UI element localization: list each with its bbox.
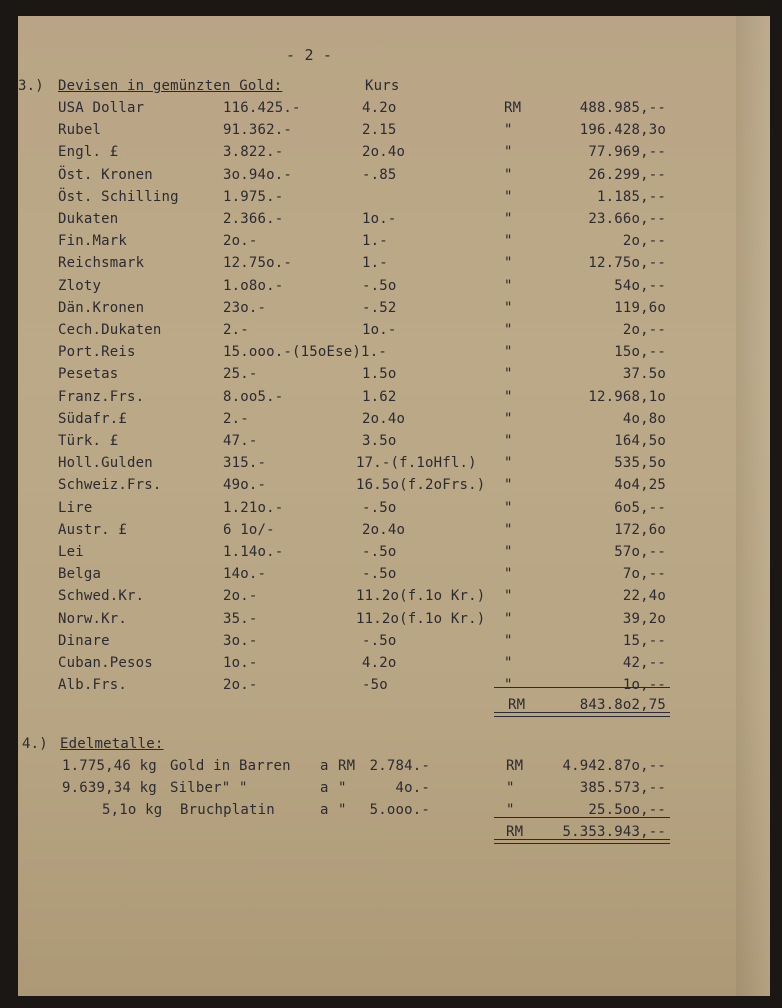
section4-total-amount: 5.353.943,--	[562, 824, 666, 840]
exchange-rate: 2o.4o	[362, 411, 406, 427]
section3-total-currency: RM	[508, 697, 526, 713]
exchange-rate: 1.-	[362, 255, 388, 271]
amount-value: 12.75o,--	[588, 255, 666, 271]
amount-value: 535,5o	[614, 455, 666, 471]
amount-value: 1.185,--	[596, 189, 666, 205]
section3-total-amount: 843.8o2,75	[579, 697, 666, 713]
currency-quantity: 3o.94o.-	[223, 167, 293, 183]
currency-marker: "	[504, 477, 513, 493]
metal-quantity: 1.775,46 kg	[62, 758, 157, 774]
currency-marker: "	[504, 278, 513, 294]
amount-value: 42,--	[622, 655, 666, 671]
currency-marker: "	[504, 255, 513, 271]
currency-quantity: 2.-	[223, 322, 249, 338]
amount-value: 196.428,3o	[579, 122, 666, 138]
currency-marker: RM	[504, 100, 522, 116]
amount-value: 6o5,--	[614, 500, 666, 516]
amount-value: 15,--	[622, 633, 666, 649]
metal-subtotal-rule	[494, 817, 670, 818]
metal-currency-marker: "	[506, 802, 515, 818]
currency-name: Cech.Dukaten	[58, 322, 162, 338]
total-double-rule	[494, 712, 670, 717]
amount-value: 26.299,--	[588, 167, 666, 183]
currency-name: Engl. £	[58, 144, 119, 160]
document-page	[18, 16, 770, 996]
currency-name: Dinare	[58, 633, 110, 649]
currency-quantity: 1.14o.-	[223, 544, 284, 560]
amount-value: 488.985,--	[579, 100, 666, 116]
exchange-rate: 1o.-	[362, 211, 397, 227]
currency-marker: "	[504, 544, 513, 560]
rate-prefix: a	[320, 802, 329, 818]
section4-total-currency: RM	[506, 824, 524, 840]
currency-marker: "	[504, 500, 513, 516]
metal-amount: 4.942.87o,--	[562, 758, 666, 774]
currency-quantity: 15.ooo.-(15oEse)1.-	[223, 344, 387, 360]
rate-prefix: a	[320, 780, 329, 796]
currency-name: Austr. £	[58, 522, 128, 538]
amount-value: 4o4,25	[614, 477, 666, 493]
amount-value: 54o,--	[614, 278, 666, 294]
page-number: - 2 -	[286, 46, 333, 64]
currency-name: Rubel	[58, 122, 102, 138]
metal-rate: 4o.-	[395, 780, 430, 796]
currency-name: Holl.Gulden	[58, 455, 153, 471]
currency-marker: "	[504, 122, 513, 138]
rate-currency: RM	[338, 758, 356, 774]
currency-marker: "	[504, 522, 513, 538]
currency-name: Südafr.£	[58, 411, 128, 427]
currency-quantity: 91.362.-	[223, 122, 293, 138]
currency-name: Dukaten	[58, 211, 119, 227]
exchange-rate: -.5o	[362, 544, 397, 560]
currency-name: Lire	[58, 500, 93, 516]
metal-amount: 25.5oo,--	[588, 802, 666, 818]
currency-quantity: 315.-	[223, 455, 267, 471]
currency-name: Öst. Schilling	[58, 189, 179, 205]
amount-value: 1o,--	[622, 677, 666, 693]
currency-quantity: 8.oo5.-	[223, 389, 284, 405]
amount-value: 39,2o	[622, 611, 666, 627]
metal-description: Silber" "	[170, 780, 248, 796]
exchange-rate: -.52	[362, 300, 397, 316]
currency-name: Lei	[58, 544, 84, 560]
currency-quantity: 2.366.-	[223, 211, 284, 227]
metal-description: Gold in Barren	[170, 758, 291, 774]
currency-marker: "	[504, 233, 513, 249]
currency-marker: "	[504, 144, 513, 160]
amount-value: 172,6o	[614, 522, 666, 538]
exchange-rate: -.5o	[362, 633, 397, 649]
currency-quantity: 2.-	[223, 411, 249, 427]
exchange-rate: 16.5o(f.2oFrs.)	[356, 477, 486, 493]
currency-marker: "	[504, 389, 513, 405]
currency-marker: "	[504, 611, 513, 627]
currency-marker: "	[504, 344, 513, 360]
currency-quantity: 12.75o.-	[223, 255, 293, 271]
currency-quantity: 3.822.-	[223, 144, 284, 160]
currency-quantity: 2o.-	[223, 677, 258, 693]
paper-fold	[736, 16, 770, 996]
rate-prefix: a	[320, 758, 329, 774]
amount-value: 77.969,--	[588, 144, 666, 160]
currency-marker: "	[504, 588, 513, 604]
exchange-rate: 2.15	[362, 122, 397, 138]
currency-name: Dän.Kronen	[58, 300, 145, 316]
exchange-rate: 11.2o(f.1o Kr.)	[356, 588, 486, 604]
currency-marker: "	[504, 433, 513, 449]
currency-quantity: 2o.-	[223, 588, 258, 604]
currency-name: Zloty	[58, 278, 102, 294]
exchange-rate: 4.2o	[362, 655, 397, 671]
currency-marker: "	[504, 167, 513, 183]
metal-currency-marker: RM	[506, 758, 524, 774]
exchange-rate: 2o.4o	[362, 144, 406, 160]
metal-rate: 2.784.-	[369, 758, 430, 774]
currency-marker: "	[504, 366, 513, 382]
currency-name: USA Dollar	[58, 100, 145, 116]
metal-quantity: 5,1o kg	[102, 802, 163, 818]
currency-quantity: 49o.-	[223, 477, 267, 493]
currency-name: Norw.Kr.	[58, 611, 128, 627]
exchange-rate: 11.2o(f.1o Kr.)	[356, 611, 486, 627]
amount-value: 164,5o	[614, 433, 666, 449]
amount-value: 37.5o	[622, 366, 666, 382]
currency-marker: "	[504, 455, 513, 471]
section3-number: 3.)	[18, 78, 44, 94]
currency-quantity: 25.-	[223, 366, 258, 382]
currency-quantity: 2o.-	[223, 233, 258, 249]
currency-name: Fin.Mark	[58, 233, 128, 249]
amount-value: 57o,--	[614, 544, 666, 560]
currency-quantity: 1o.-	[223, 655, 258, 671]
exchange-rate: -5o	[362, 677, 388, 693]
currency-marker: "	[504, 411, 513, 427]
currency-name: Schweiz.Frs.	[58, 477, 162, 493]
amount-value: 2o,--	[622, 233, 666, 249]
currency-name: Pesetas	[58, 366, 119, 382]
rate-currency: "	[338, 780, 347, 796]
currency-quantity: 23o.-	[223, 300, 267, 316]
amount-value: 119,6o	[614, 300, 666, 316]
currency-quantity: 6 1o/-	[223, 522, 275, 538]
amount-value: 4o,8o	[622, 411, 666, 427]
exchange-rate: 1.62	[362, 389, 397, 405]
currency-marker: "	[504, 211, 513, 227]
currency-marker: "	[504, 677, 513, 693]
amount-value: 22,4o	[622, 588, 666, 604]
currency-name: Franz.Frs.	[58, 389, 145, 405]
currency-marker: "	[504, 566, 513, 582]
currency-quantity: 1.975.-	[223, 189, 284, 205]
currency-name: Türk. £	[58, 433, 119, 449]
currency-quantity: 116.425.-	[223, 100, 301, 116]
currency-quantity: 3o.-	[223, 633, 258, 649]
currency-name: Reichsmark	[58, 255, 145, 271]
currency-name: Port.Reis	[58, 344, 136, 360]
exchange-rate: 2o.4o	[362, 522, 406, 538]
subtotal-rule	[494, 687, 670, 688]
exchange-rate: -.5o	[362, 500, 397, 516]
metal-description: Bruchplatin	[180, 802, 275, 818]
currency-marker: "	[504, 322, 513, 338]
metal-quantity: 9.639,34 kg	[62, 780, 157, 796]
currency-quantity: 1.21o.-	[223, 500, 284, 516]
amount-value: 2o,--	[622, 322, 666, 338]
exchange-rate: 1.5o	[362, 366, 397, 382]
metal-total-double-rule	[494, 839, 670, 844]
amount-value: 7o,--	[622, 566, 666, 582]
currency-marker: "	[504, 189, 513, 205]
section4-title: Edelmetalle:	[60, 736, 164, 752]
section3-title: Devisen in gemünzten Gold:	[58, 78, 283, 94]
currency-marker: "	[504, 633, 513, 649]
exchange-rate: -.5o	[362, 566, 397, 582]
section4-number: 4.)	[22, 736, 48, 752]
exchange-rate: 4.2o	[362, 100, 397, 116]
exchange-rate: 3.5o	[362, 433, 397, 449]
currency-name: Öst. Kronen	[58, 167, 153, 183]
currency-name: Alb.Frs.	[58, 677, 128, 693]
exchange-rate: 1.-	[362, 233, 388, 249]
exchange-rate: -.85	[362, 167, 397, 183]
currency-name: Belga	[58, 566, 102, 582]
amount-value: 23.66o,--	[588, 211, 666, 227]
exchange-rate: 17.-(f.1oHfl.)	[356, 455, 477, 471]
rate-currency: "	[338, 802, 347, 818]
exchange-rate: -.5o	[362, 278, 397, 294]
currency-quantity: 14o.-	[223, 566, 267, 582]
amount-value: 12.968,1o	[588, 389, 666, 405]
currency-quantity: 47.-	[223, 433, 258, 449]
amount-value: 15o,--	[614, 344, 666, 360]
currency-marker: "	[504, 300, 513, 316]
currency-quantity: 35.-	[223, 611, 258, 627]
metal-currency-marker: "	[506, 780, 515, 796]
metal-amount: 385.573,--	[579, 780, 666, 796]
currency-name: Cuban.Pesos	[58, 655, 153, 671]
currency-name: Schwed.Kr.	[58, 588, 145, 604]
metal-rate: 5.ooo.-	[369, 802, 430, 818]
exchange-rate: 1o.-	[362, 322, 397, 338]
currency-marker: "	[504, 655, 513, 671]
kurs-header: Kurs	[365, 78, 400, 94]
currency-quantity: 1.o8o.-	[223, 278, 284, 294]
